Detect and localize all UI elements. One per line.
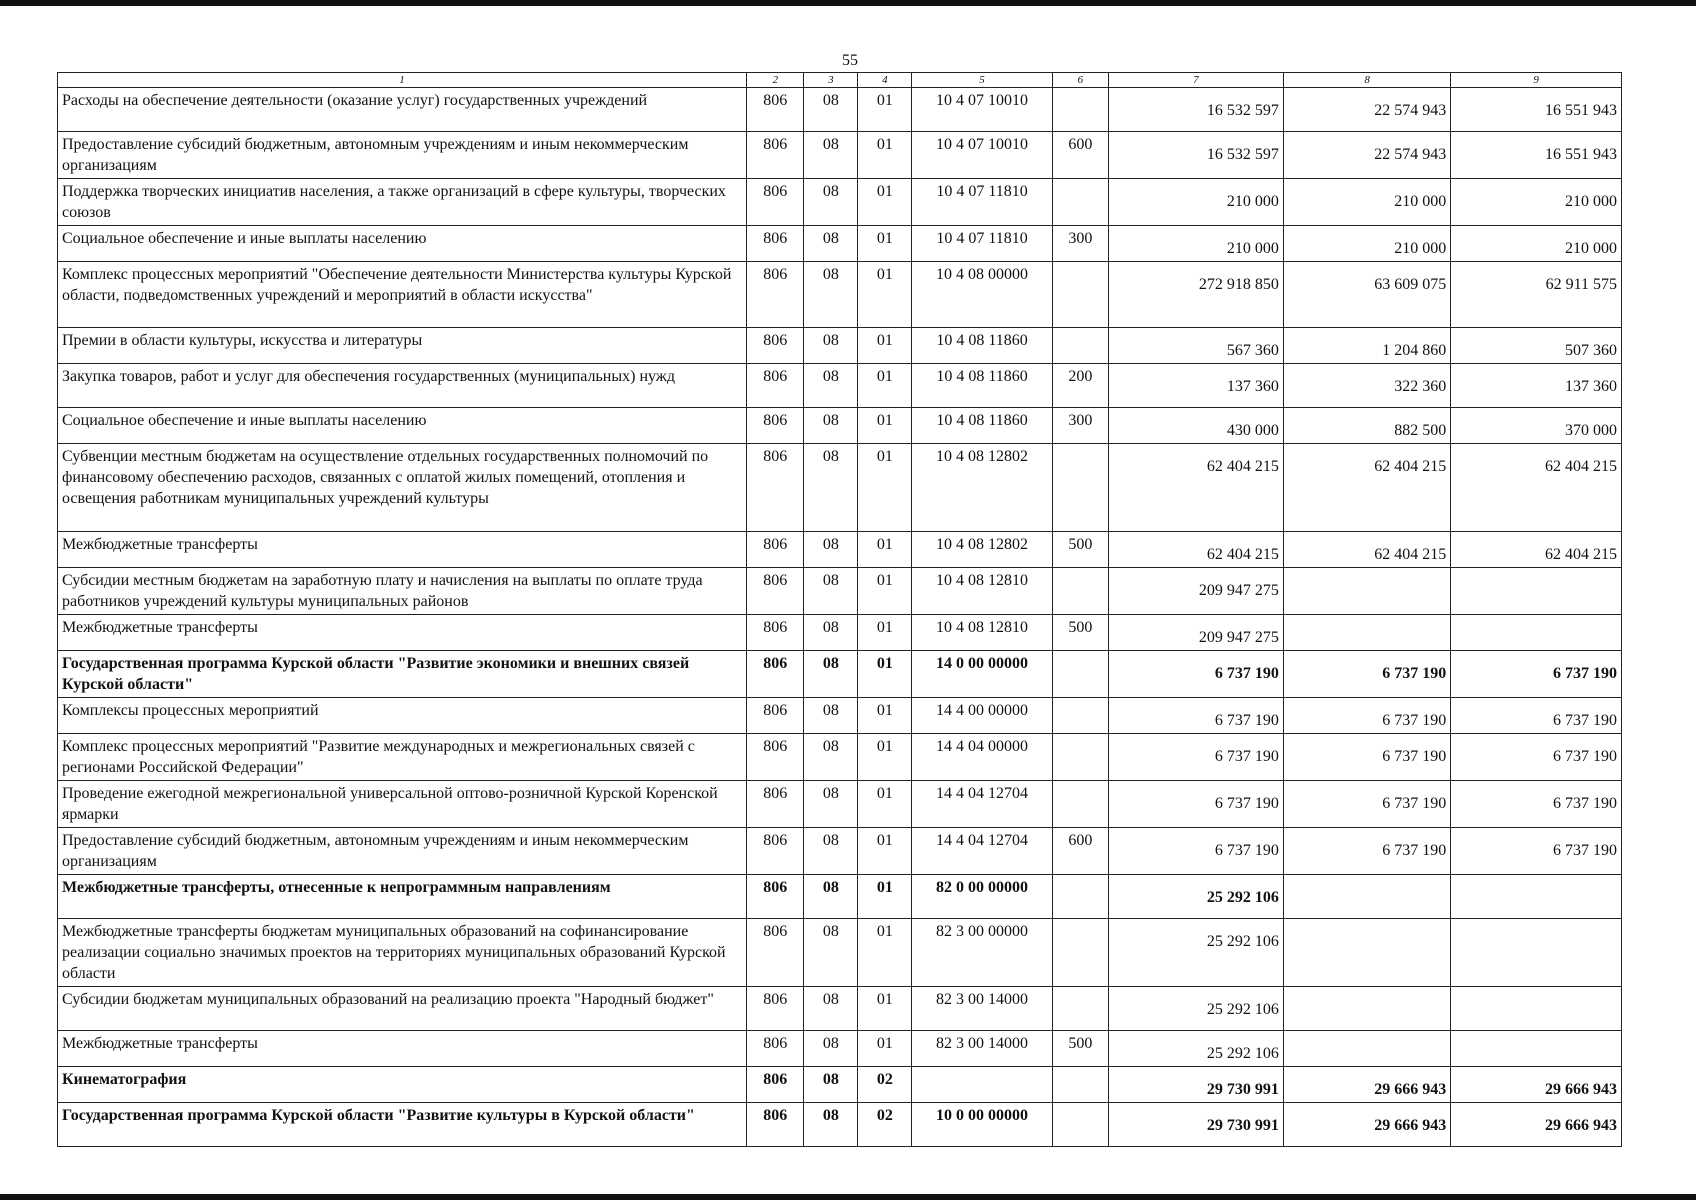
amount-col-8: 29 666 943: [1283, 1067, 1450, 1103]
target-article-code: 14 4 04 12704: [912, 781, 1052, 828]
row-name: Социальное обеспечение и иные выплаты населению: [58, 408, 747, 444]
target-article-code: 14 4 04 12704: [912, 828, 1052, 875]
ministry-code: 806: [747, 262, 804, 328]
target-article-code: 10 4 08 11860: [912, 328, 1052, 364]
column-number: 6: [1052, 73, 1108, 88]
ministry-code: 806: [747, 1103, 804, 1147]
expense-type-code: [1052, 444, 1108, 532]
table-row: [58, 1103, 1622, 1147]
section-code: 08: [804, 444, 858, 532]
subsection-code: 01: [858, 568, 912, 615]
row-name: Межбюджетные трансферты: [58, 532, 747, 568]
section-code: 08: [804, 1103, 858, 1147]
target-article-code: 10 4 08 11860: [912, 364, 1052, 408]
amount-col-9: 137 360: [1451, 364, 1622, 408]
scan-border-bottom: [0, 1194, 1696, 1200]
amount-col-9: 507 360: [1451, 328, 1622, 364]
table-row: [58, 132, 1622, 179]
table-row: [58, 444, 1622, 532]
section-code: 08: [804, 987, 858, 1031]
section-code: 08: [804, 781, 858, 828]
amount-col-7: 210 000: [1108, 226, 1283, 262]
column-number: 7: [1108, 73, 1283, 88]
target-article-code: 10 4 07 11810: [912, 179, 1052, 226]
row-name: Государственная программа Курской области "Развитие экономики и внешних связей Курской области": [58, 651, 747, 698]
amount-col-9: 210 000: [1451, 179, 1622, 226]
row-name: Социальное обеспечение и иные выплаты населению: [58, 226, 747, 262]
expense-type-code: [1052, 179, 1108, 226]
amount-col-7: 25 292 106: [1108, 875, 1283, 919]
column-number: 2: [747, 73, 804, 88]
row-name: Межбюджетные трансферты: [58, 1031, 747, 1067]
section-code: 08: [804, 698, 858, 734]
target-article-code: 10 4 07 10010: [912, 88, 1052, 132]
ministry-code: 806: [747, 568, 804, 615]
row-name: Межбюджетные трансферты, отнесенные к непрограммным направлениям: [58, 875, 747, 919]
amount-col-7: 210 000: [1108, 179, 1283, 226]
section-code: 08: [804, 568, 858, 615]
subsection-code: 01: [858, 132, 912, 179]
table-row: [58, 828, 1622, 875]
subsection-code: 01: [858, 532, 912, 568]
target-article-code: 10 4 08 12810: [912, 615, 1052, 651]
row-name: Комплексы процессных мероприятий: [58, 698, 747, 734]
amount-col-8: 62 404 215: [1283, 532, 1450, 568]
section-code: 08: [804, 179, 858, 226]
amount-col-9: [1451, 568, 1622, 615]
amount-col-7: 272 918 850: [1108, 262, 1283, 328]
target-article-code: 10 4 08 11860: [912, 408, 1052, 444]
target-article-code: 14 4 00 00000: [912, 698, 1052, 734]
row-name: Предоставление субсидий бюджетным, автономным учреждениям и иным некоммерческим организациям: [58, 828, 747, 875]
page-number: 55: [842, 52, 858, 69]
target-article-code: 10 4 08 12810: [912, 568, 1052, 615]
row-name: Государственная программа Курской области "Развитие культуры в Курской области": [58, 1103, 747, 1147]
section-code: 08: [804, 364, 858, 408]
amount-col-7: 6 737 190: [1108, 698, 1283, 734]
amount-col-8: [1283, 568, 1450, 615]
amount-col-7: 62 404 215: [1108, 444, 1283, 532]
expense-type-code: 300: [1052, 226, 1108, 262]
amount-col-9: 29 666 943: [1451, 1103, 1622, 1147]
amount-col-7: 430 000: [1108, 408, 1283, 444]
amount-col-8: 6 737 190: [1283, 734, 1450, 781]
row-name: Субвенции местным бюджетам на осуществление отдельных государственных полномочий по финансовому обеспечению расходов, связанных с оплатой жилых помещений, отопления и освещения работникам муниципальных учреждений культуры: [58, 444, 747, 532]
section-code: 08: [804, 734, 858, 781]
column-number: 3: [804, 73, 858, 88]
target-article-code: 10 0 00 00000: [912, 1103, 1052, 1147]
amount-col-7: 62 404 215: [1108, 532, 1283, 568]
amount-col-7: 29 730 991: [1108, 1067, 1283, 1103]
subsection-code: 01: [858, 262, 912, 328]
amount-col-8: 22 574 943: [1283, 132, 1450, 179]
subsection-code: 01: [858, 1031, 912, 1067]
expense-type-code: 500: [1052, 1031, 1108, 1067]
ministry-code: 806: [747, 651, 804, 698]
subsection-code: 01: [858, 919, 912, 987]
amount-col-7: 29 730 991: [1108, 1103, 1283, 1147]
row-name: Межбюджетные трансферты: [58, 615, 747, 651]
section-code: 08: [804, 919, 858, 987]
ministry-code: 806: [747, 444, 804, 532]
amount-col-8: [1283, 615, 1450, 651]
ministry-code: 806: [747, 781, 804, 828]
amount-col-7: 6 737 190: [1108, 734, 1283, 781]
subsection-code: 01: [858, 364, 912, 408]
amount-col-8: 6 737 190: [1283, 828, 1450, 875]
subsection-code: 02: [858, 1067, 912, 1103]
amount-col-9: [1451, 875, 1622, 919]
target-article-code: 82 0 00 00000: [912, 875, 1052, 919]
expense-type-code: [1052, 734, 1108, 781]
table-row: [58, 262, 1622, 328]
budget-table: [57, 72, 1622, 1147]
target-article-code: 10 4 08 00000: [912, 262, 1052, 328]
amount-col-9: 62 911 575: [1451, 262, 1622, 328]
amount-col-7: 137 360: [1108, 364, 1283, 408]
amount-col-8: 6 737 190: [1283, 698, 1450, 734]
amount-col-9: [1451, 615, 1622, 651]
row-name: Кинематография: [58, 1067, 747, 1103]
ministry-code: 806: [747, 532, 804, 568]
target-article-code: 10 4 07 10010: [912, 132, 1052, 179]
row-name: Предоставление субсидий бюджетным, автономным учреждениям и иным некоммерческим организациям: [58, 132, 747, 179]
amount-col-8: [1283, 987, 1450, 1031]
target-article-code: 82 3 00 00000: [912, 919, 1052, 987]
section-code: 08: [804, 1031, 858, 1067]
table-body: [58, 73, 1622, 1147]
target-article-code: 10 4 07 11810: [912, 226, 1052, 262]
section-code: 08: [804, 132, 858, 179]
amount-col-9: 29 666 943: [1451, 1067, 1622, 1103]
subsection-code: 01: [858, 179, 912, 226]
expense-type-code: 200: [1052, 364, 1108, 408]
expense-type-code: [1052, 328, 1108, 364]
ministry-code: 806: [747, 1031, 804, 1067]
amount-col-8: 210 000: [1283, 226, 1450, 262]
table-row: [58, 987, 1622, 1031]
table-row: [58, 1067, 1622, 1103]
subsection-code: 01: [858, 734, 912, 781]
table-row: [58, 179, 1622, 226]
amount-col-7: 16 532 597: [1108, 132, 1283, 179]
amount-col-8: 6 737 190: [1283, 781, 1450, 828]
ministry-code: 806: [747, 698, 804, 734]
column-number: 8: [1283, 73, 1450, 88]
expense-type-code: [1052, 698, 1108, 734]
table-row: [58, 651, 1622, 698]
expense-type-code: [1052, 919, 1108, 987]
subsection-code: 01: [858, 651, 912, 698]
ministry-code: 806: [747, 226, 804, 262]
subsection-code: 01: [858, 875, 912, 919]
table-row: [58, 88, 1622, 132]
subsection-code: 01: [858, 328, 912, 364]
expense-type-code: [1052, 1067, 1108, 1103]
expense-type-code: 600: [1052, 132, 1108, 179]
target-article-code: 14 4 04 00000: [912, 734, 1052, 781]
table-row: [58, 532, 1622, 568]
subsection-code: 02: [858, 1103, 912, 1147]
ministry-code: 806: [747, 132, 804, 179]
ministry-code: 806: [747, 875, 804, 919]
table-row: [58, 408, 1622, 444]
expense-type-code: [1052, 568, 1108, 615]
row-name: Субсидии местным бюджетам на заработную плату и начисления на выплаты по оплате труда работников учреждений культуры муниципальных районов: [58, 568, 747, 615]
ministry-code: 806: [747, 1067, 804, 1103]
ministry-code: 806: [747, 828, 804, 875]
table-row: [58, 734, 1622, 781]
column-number: 5: [912, 73, 1052, 88]
expense-type-code: [1052, 987, 1108, 1031]
target-article-code: 14 0 00 00000: [912, 651, 1052, 698]
expense-type-code: [1052, 875, 1108, 919]
amount-col-9: 370 000: [1451, 408, 1622, 444]
row-name: Комплекс процессных мероприятий "Развитие международных и межрегиональных связей с регионами Российской Федерации": [58, 734, 747, 781]
amount-col-9: 6 737 190: [1451, 781, 1622, 828]
table-row: [58, 781, 1622, 828]
table-row: [58, 226, 1622, 262]
amount-col-8: 6 737 190: [1283, 651, 1450, 698]
row-name: Расходы на обеспечение деятельности (оказание услуг) государственных учреждений: [58, 88, 747, 132]
amount-col-8: [1283, 1031, 1450, 1067]
column-number: 4: [858, 73, 912, 88]
expense-type-code: [1052, 88, 1108, 132]
amount-col-9: 6 737 190: [1451, 734, 1622, 781]
row-name: Субсидии бюджетам муниципальных образований на реализацию проекта "Народный бюджет": [58, 987, 747, 1031]
amount-col-9: 16 551 943: [1451, 88, 1622, 132]
amount-col-8: 22 574 943: [1283, 88, 1450, 132]
target-article-code: [912, 1067, 1052, 1103]
section-code: 08: [804, 615, 858, 651]
ministry-code: 806: [747, 328, 804, 364]
section-code: 08: [804, 226, 858, 262]
table-row: [58, 364, 1622, 408]
amount-col-9: 6 737 190: [1451, 828, 1622, 875]
row-name: Премии в области культуры, искусства и литературы: [58, 328, 747, 364]
ministry-code: 806: [747, 364, 804, 408]
amount-col-9: [1451, 1031, 1622, 1067]
expense-type-code: 600: [1052, 828, 1108, 875]
subsection-code: 01: [858, 698, 912, 734]
amount-col-9: 16 551 943: [1451, 132, 1622, 179]
subsection-code: 01: [858, 781, 912, 828]
amount-col-7: 25 292 106: [1108, 987, 1283, 1031]
ministry-code: 806: [747, 179, 804, 226]
expense-type-code: [1052, 781, 1108, 828]
amount-col-7: 209 947 275: [1108, 568, 1283, 615]
amount-col-7: 6 737 190: [1108, 781, 1283, 828]
expense-type-code: [1052, 1103, 1108, 1147]
target-article-code: 82 3 00 14000: [912, 987, 1052, 1031]
target-article-code: 10 4 08 12802: [912, 444, 1052, 532]
table-row: [58, 615, 1622, 651]
expense-type-code: [1052, 651, 1108, 698]
ministry-code: 806: [747, 408, 804, 444]
amount-col-7: 6 737 190: [1108, 651, 1283, 698]
table-row: [58, 919, 1622, 987]
subsection-code: 01: [858, 88, 912, 132]
table-row: [58, 568, 1622, 615]
amount-col-7: 209 947 275: [1108, 615, 1283, 651]
section-code: 08: [804, 262, 858, 328]
amount-col-8: 210 000: [1283, 179, 1450, 226]
expense-type-code: 500: [1052, 532, 1108, 568]
subsection-code: 01: [858, 987, 912, 1031]
scan-border-top: [0, 0, 1696, 6]
column-number: 1: [58, 73, 747, 88]
section-code: 08: [804, 532, 858, 568]
amount-col-7: 25 292 106: [1108, 1031, 1283, 1067]
section-code: 08: [804, 828, 858, 875]
target-article-code: 82 3 00 14000: [912, 1031, 1052, 1067]
amount-col-9: 210 000: [1451, 226, 1622, 262]
amount-col-8: 1 204 860: [1283, 328, 1450, 364]
expense-type-code: 300: [1052, 408, 1108, 444]
table-row: [58, 875, 1622, 919]
ministry-code: 806: [747, 987, 804, 1031]
amount-col-9: [1451, 987, 1622, 1031]
ministry-code: 806: [747, 615, 804, 651]
amount-col-9: 6 737 190: [1451, 698, 1622, 734]
row-name: Закупка товаров, работ и услуг для обеспечения государственных (муниципальных) нужд: [58, 364, 747, 408]
amount-col-8: 63 609 075: [1283, 262, 1450, 328]
column-number: 9: [1451, 73, 1622, 88]
expense-type-code: 500: [1052, 615, 1108, 651]
amount-col-8: 62 404 215: [1283, 444, 1450, 532]
expense-type-code: [1052, 262, 1108, 328]
amount-col-7: 16 532 597: [1108, 88, 1283, 132]
amount-col-9: 62 404 215: [1451, 444, 1622, 532]
amount-col-8: 322 360: [1283, 364, 1450, 408]
column-number-row: [58, 73, 1622, 88]
section-code: 08: [804, 408, 858, 444]
amount-col-8: 29 666 943: [1283, 1103, 1450, 1147]
row-name: Поддержка творческих инициатив населения, а также организаций в сфере культуры, творческих союзов: [58, 179, 747, 226]
row-name: Межбюджетные трансферты бюджетам муниципальных образований на софинансирование реализации социально значимых проектов на территориях муниципальных образований Курской области: [58, 919, 747, 987]
subsection-code: 01: [858, 615, 912, 651]
subsection-code: 01: [858, 226, 912, 262]
table-row: [58, 698, 1622, 734]
ministry-code: 806: [747, 919, 804, 987]
amount-col-7: 25 292 106: [1108, 919, 1283, 987]
amount-col-8: [1283, 919, 1450, 987]
section-code: 08: [804, 875, 858, 919]
amount-col-7: 6 737 190: [1108, 828, 1283, 875]
amount-col-9: 62 404 215: [1451, 532, 1622, 568]
subsection-code: 01: [858, 408, 912, 444]
amount-col-8: [1283, 875, 1450, 919]
row-name: Комплекс процессных мероприятий "Обеспечение деятельности Министерства культуры Курской области, подведомственных учреждений и мероприятий в области искусства": [58, 262, 747, 328]
amount-col-9: [1451, 919, 1622, 987]
table-row: [58, 328, 1622, 364]
amount-col-9: 6 737 190: [1451, 651, 1622, 698]
amount-col-8: 882 500: [1283, 408, 1450, 444]
section-code: 08: [804, 651, 858, 698]
table-row: [58, 1031, 1622, 1067]
ministry-code: 806: [747, 88, 804, 132]
section-code: 08: [804, 1067, 858, 1103]
ministry-code: 806: [747, 734, 804, 781]
subsection-code: 01: [858, 828, 912, 875]
section-code: 08: [804, 88, 858, 132]
subsection-code: 01: [858, 444, 912, 532]
row-name: Проведение ежегодной межрегиональной универсальной оптово-розничной Курской Коренской ярмарки: [58, 781, 747, 828]
amount-col-7: 567 360: [1108, 328, 1283, 364]
section-code: 08: [804, 328, 858, 364]
target-article-code: 10 4 08 12802: [912, 532, 1052, 568]
